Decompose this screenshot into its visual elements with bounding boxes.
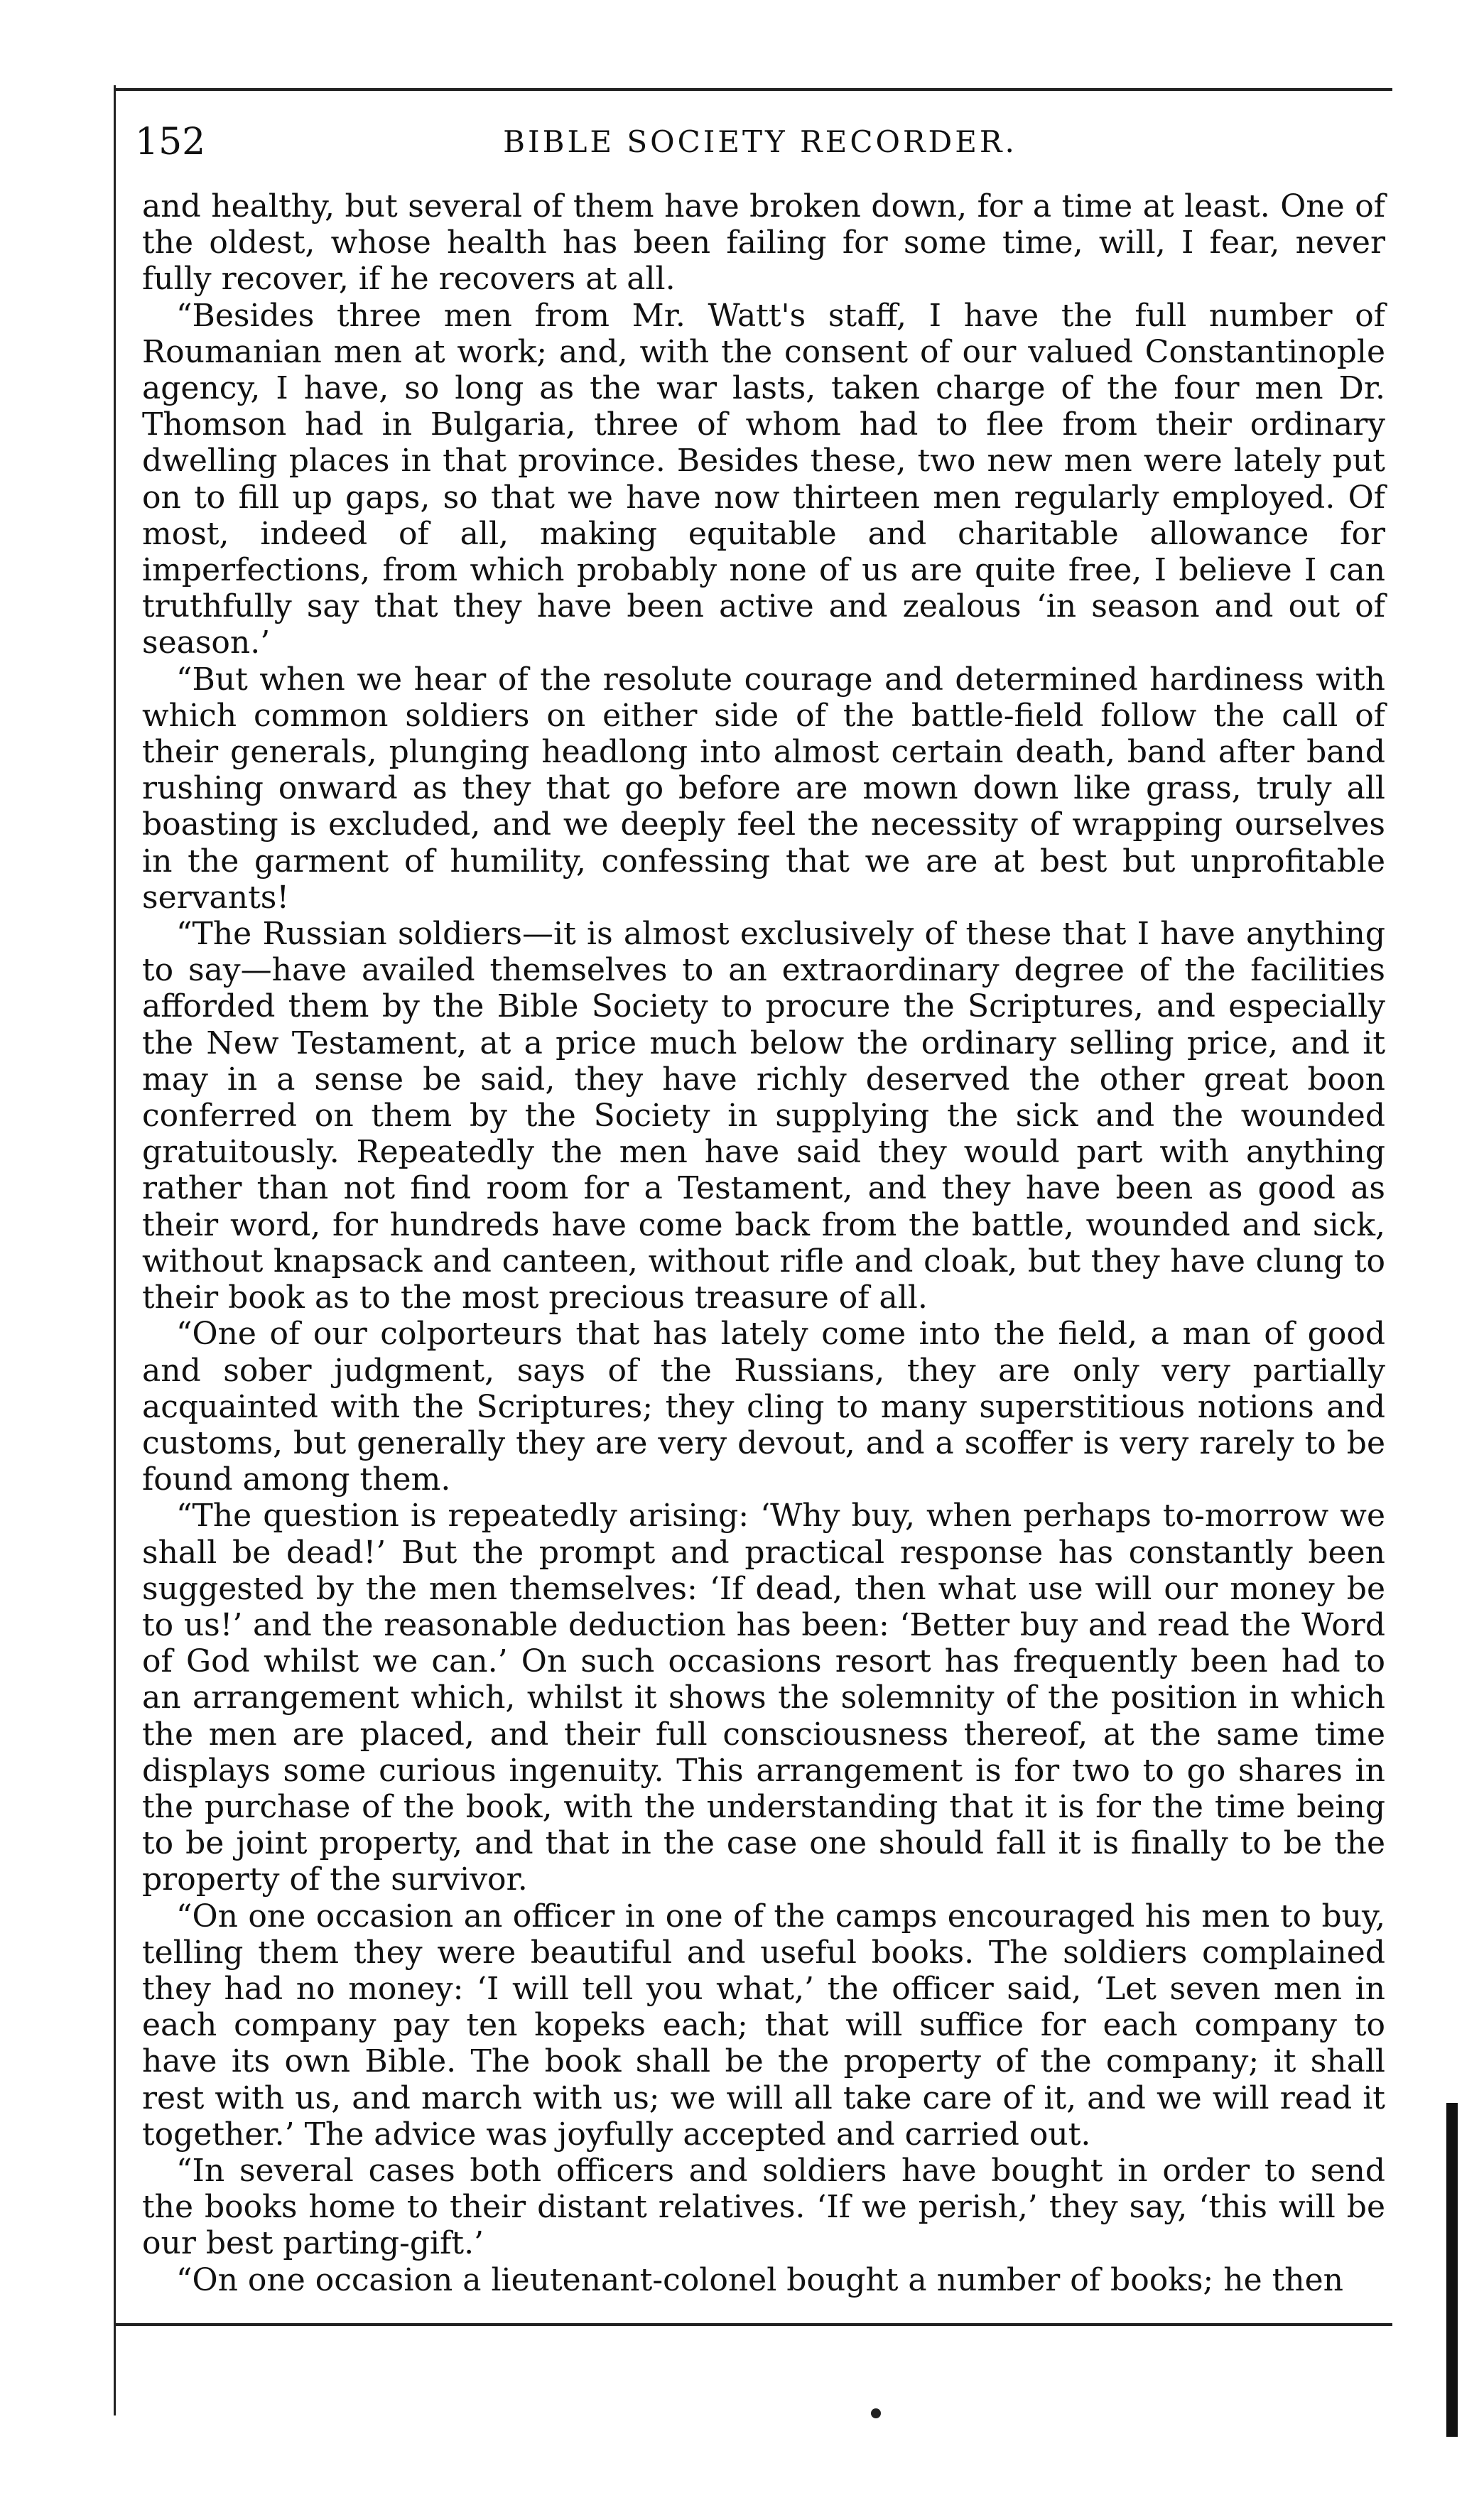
paragraph: and healthy, but several of them have broken down, for a time at least. One of the oldest, whose health has been failing for some time, will, I fear, never fully recover, if he recovers at all. [142, 188, 1385, 298]
paragraph: “One of our colporteurs that has lately come into the field, a man of good and sober judgment, says of the Russians, they are only very partially acquainted with the Scriptures; they cling to many superstitious notions and customs, but generally they are very devout, and a scoffer is very rarely to be found among them. [142, 1316, 1385, 1498]
paragraph: “On one occasion an officer in one of the camps encouraged his men to buy, telling them they were beautiful and useful books. The soldiers complained they had no money: ‘I will tell you what,’ the officer said, ‘Let seven men in each company pay ten kopeks each; that will suffice for each company to have its own Bible. The book shall be the property of the company; it shall rest with us, and march with us; we will all take care of it, and we will read it together.’ The advice was joyfully accepted and carried out. [142, 1898, 1385, 2153]
running-title: BIBLE SOCIETY RECORDER. [503, 124, 1017, 159]
page-number: 152 [135, 121, 206, 163]
paragraph: “But when we hear of the resolute courage and determined hardiness with which common soldiers on either side of the battle-field follow the call of their generals, plunging headlong into almost certain death, band after band rushing onward as they that go before are mown down like grass, truly all boasting is excluded, and we deeply feel the necessity of wrapping ourselves in the garment of humility, confessing that we are at best but unprofitable servants! [142, 661, 1385, 916]
paragraph: “The question is repeatedly arising: ‘Why buy, when perhaps to-morrow we shall be dead!’ But the prompt and practical response has constantly been suggested by the men themselves: ‘If dead, then what use will our money be to us!’ and the reasonable deduction has been: ‘Better buy and read the Word of God whilst we can.’ On such occasions resort has frequently been had to an arrangement which, whilst it shows the solemnity of the position in which the men are placed, and their full consciousness thereof, at the same time displays some curious ingenuity. This arrangement is for two to go shares in the purchase of the book, with the understanding that it is for the time being to be joint property, and that in the case one should fall it is finally to be the property of the survivor. [142, 1498, 1385, 1898]
scan-edge-bar [1446, 2103, 1458, 2437]
page-header [135, 114, 1385, 171]
footer-rule [114, 2323, 1392, 2326]
paragraph: “In several cases both officers and soldiers have bought in order to send the books home to their distant relatives. ‘If we perish,’ they say, ‘this will be our best parting-gift.’ [142, 2152, 1385, 2262]
paragraph: “Besides three men from Mr. Watt's staff, I have the full number of Roumanian men at work; and, with the consent of our valued Constantinople agency, I have, so long as the war lasts, taken charge of the four men Dr. Thomson had in Bulgaria, three of whom had to flee from their ordinary dwelling places in that province. Besides these, two new men were lately put on to fill up gaps, so that we have now thirteen men regularly employed. Of most, indeed of all, making equitable and charitable allowance for imperfections, from which probably none of us are quite free, I believe I can truthfully say that they have been active and zealous ‘in season and out of season.’ [142, 297, 1385, 661]
paragraph: “On one occasion a lieutenant-colonel bought a number of books; he then [176, 2261, 1343, 2298]
footer-dot [871, 2408, 881, 2418]
left-margin-rule [114, 85, 116, 2415]
article-body [142, 188, 1385, 2298]
header-rule [114, 88, 1392, 91]
paragraph: “The Russian soldiers—it is almost exclusively of these that I have anything to say—have availed themselves to an extraordinary degree of the facilities afforded them by the Bible Society to procure the Scriptures, and especially the New Testament, at a price much below the ordinary selling price, and it may in a sense be said, they have richly deserved the other great boon conferred on them by the Society in supplying the sick and the wounded gratuitously. Repeatedly the men have said they would part with anything rather than not find room for a Testament, and they have been as good as their word, for hundreds have come back from the battle, wounded and sick, without knapsack and canteen, without rifle and cloak, but they have clung to their book as to the most precious treasure of all. [142, 916, 1385, 1316]
